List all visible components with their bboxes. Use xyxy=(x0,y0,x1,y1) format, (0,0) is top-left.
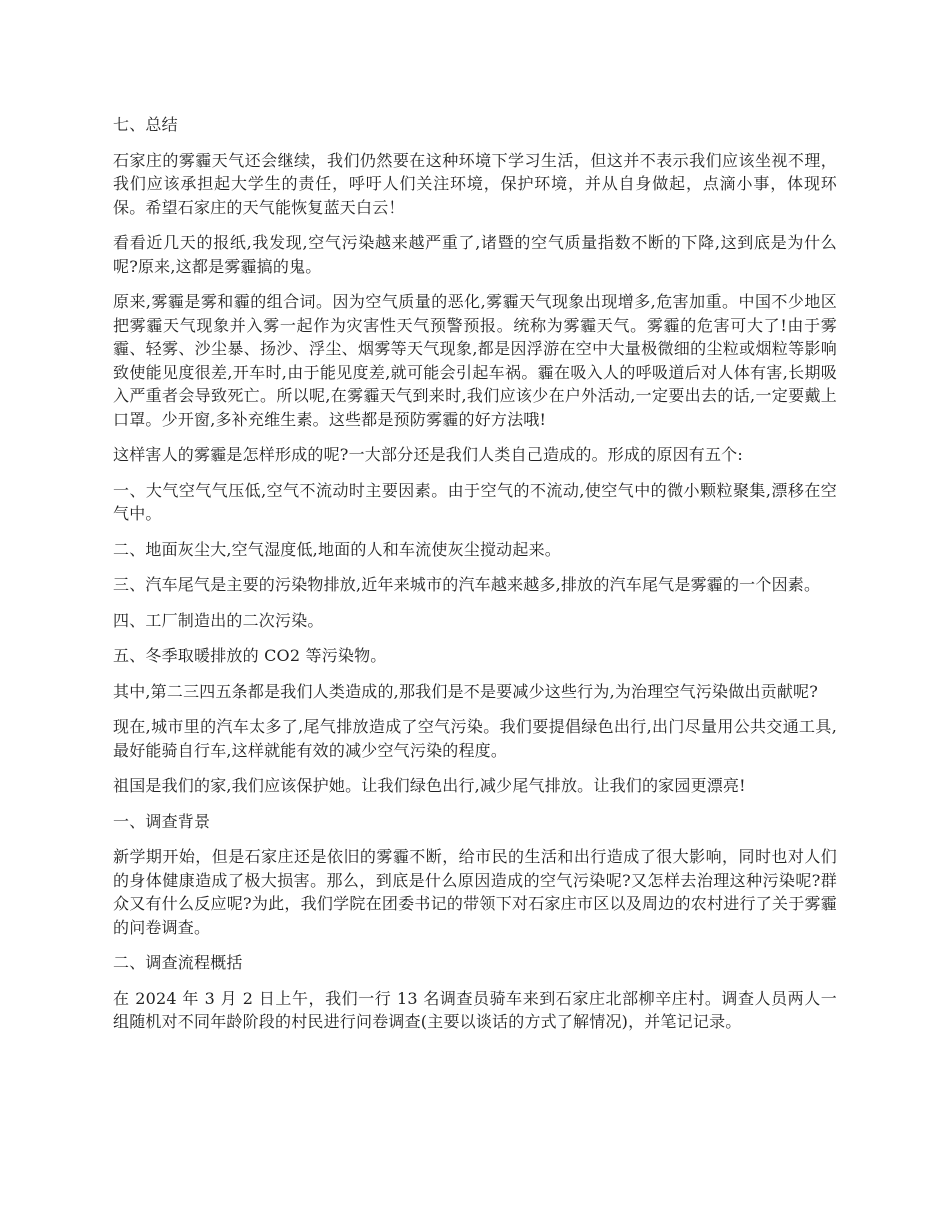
paragraph: 看看近几天的报纸,我发现,空气污染越来越严重了,诸暨的空气质量指数不断的下降,这到底是为什么呢?原来,这都是雾霾搞的鬼。 xyxy=(113,233,837,276)
paragraph: 这样害人的雾霾是怎样形成的呢?一大部分还是我们人类自己造成的。形成的原因有五个: xyxy=(113,445,743,464)
cause-item-1: 一、大气空气气压低,空气不流动时主要因素。由于空气的不流动,使空气中的微小颗粒聚集,漂移在空气中。 xyxy=(113,480,837,523)
paragraph: 其中,第二三四五条都是我们人类造成的,那我们是不是要减少这些行为,为治理空气污染做出贡献呢? xyxy=(113,681,819,701)
paragraph: 在 2024 年 3 月 2 日上午，我们一行 13 名调查员骑车来到石家庄北部柳辛庄村。调查人员两人一组随机对不同年龄阶段的村民进行问卷调查(主要以谈话的方式了解情况)，并笔记记录。 xyxy=(113,988,837,1031)
section-heading-summary: 七、总结 xyxy=(113,115,178,134)
section-heading-process: 二、调查流程概括 xyxy=(113,953,243,972)
cause-item-5: 五、冬季取暖排放的 CO2 等污染物。 xyxy=(113,646,387,665)
cause-item-2: 二、地面灰尘大,空气湿度低,地面的人和车流使灰尘搅动起来。 xyxy=(113,539,561,559)
paragraph: 祖国是我们的家,我们应该保护她。让我们绿色出行,减少尾气排放。让我们的家园更漂亮! xyxy=(113,776,746,795)
paragraph: 新学期开始，但是石家庄还是依旧的雾霾不断，给市民的生活和出行造成了很大影响，同时也对人们的身体健康造成了极大损害。那么，到底是什么原因造成的空气污染呢?又怎样去治理这种污染呢?群众又有什么反应呢?为此，我们学院在团委书记的带领下对石家庄市区以及周边的农村进行了关于雾霾的问卷调查。 xyxy=(113,847,837,937)
section-heading-background: 一、调查背景 xyxy=(113,811,211,831)
paragraph: 现在,城市里的汽车太多了,尾气排放造成了空气污染。我们要提倡绿色出行,出门尽量用公共交通工具,最好能骑自行车,这样就能有效的减少空气污染的程度。 xyxy=(113,717,837,760)
document-page xyxy=(113,113,837,1046)
paragraph: 石家庄的雾霾天气还会继续，我们仍然要在这种环境下学习生活，但这并不表示我们应该坐视不理，我们应该承担起大学生的责任，呼吁人们关注环境，保护环境，并从自身做起，点滴小事，体现环保。希望石家庄的天气能恢复蓝天白云！ xyxy=(113,150,837,217)
cause-item-3: 三、汽车尾气是主要的污染物排放,近年来城市的汽车越来越多,排放的汽车尾气是雾霾的一个因素。 xyxy=(113,575,821,594)
paragraph: 原来,雾霾是雾和霾的组合词。因为空气质量的恶化,雾霾天气现象出现增多,危害加重。中国不少地区把雾霾天气现象并入雾一起作为灾害性天气预警预报。统称为雾霾天气。雾霾的危害可大了!由于雾霾、轻雾、沙尘暴、扬沙、浮尘、烟雾等天气现象,都是因浮游在空中大量极微细的尘粒或烟粒等影响致使能见度很差,开车时,由于能见度差,就可能会引起车祸。霾在吸入人的呼吸道后对人体有害,长期吸入严重者会导致死亡。所以呢,在雾霾天气到来时,我们应该少在户外活动,一定要出去的话,一定要戴上口罩。少开窗,多补充维生素。这些都是预防雾霾的好方法哦! xyxy=(113,292,837,429)
cause-item-4: 四、工厂制造出的二次污染。 xyxy=(113,610,324,630)
